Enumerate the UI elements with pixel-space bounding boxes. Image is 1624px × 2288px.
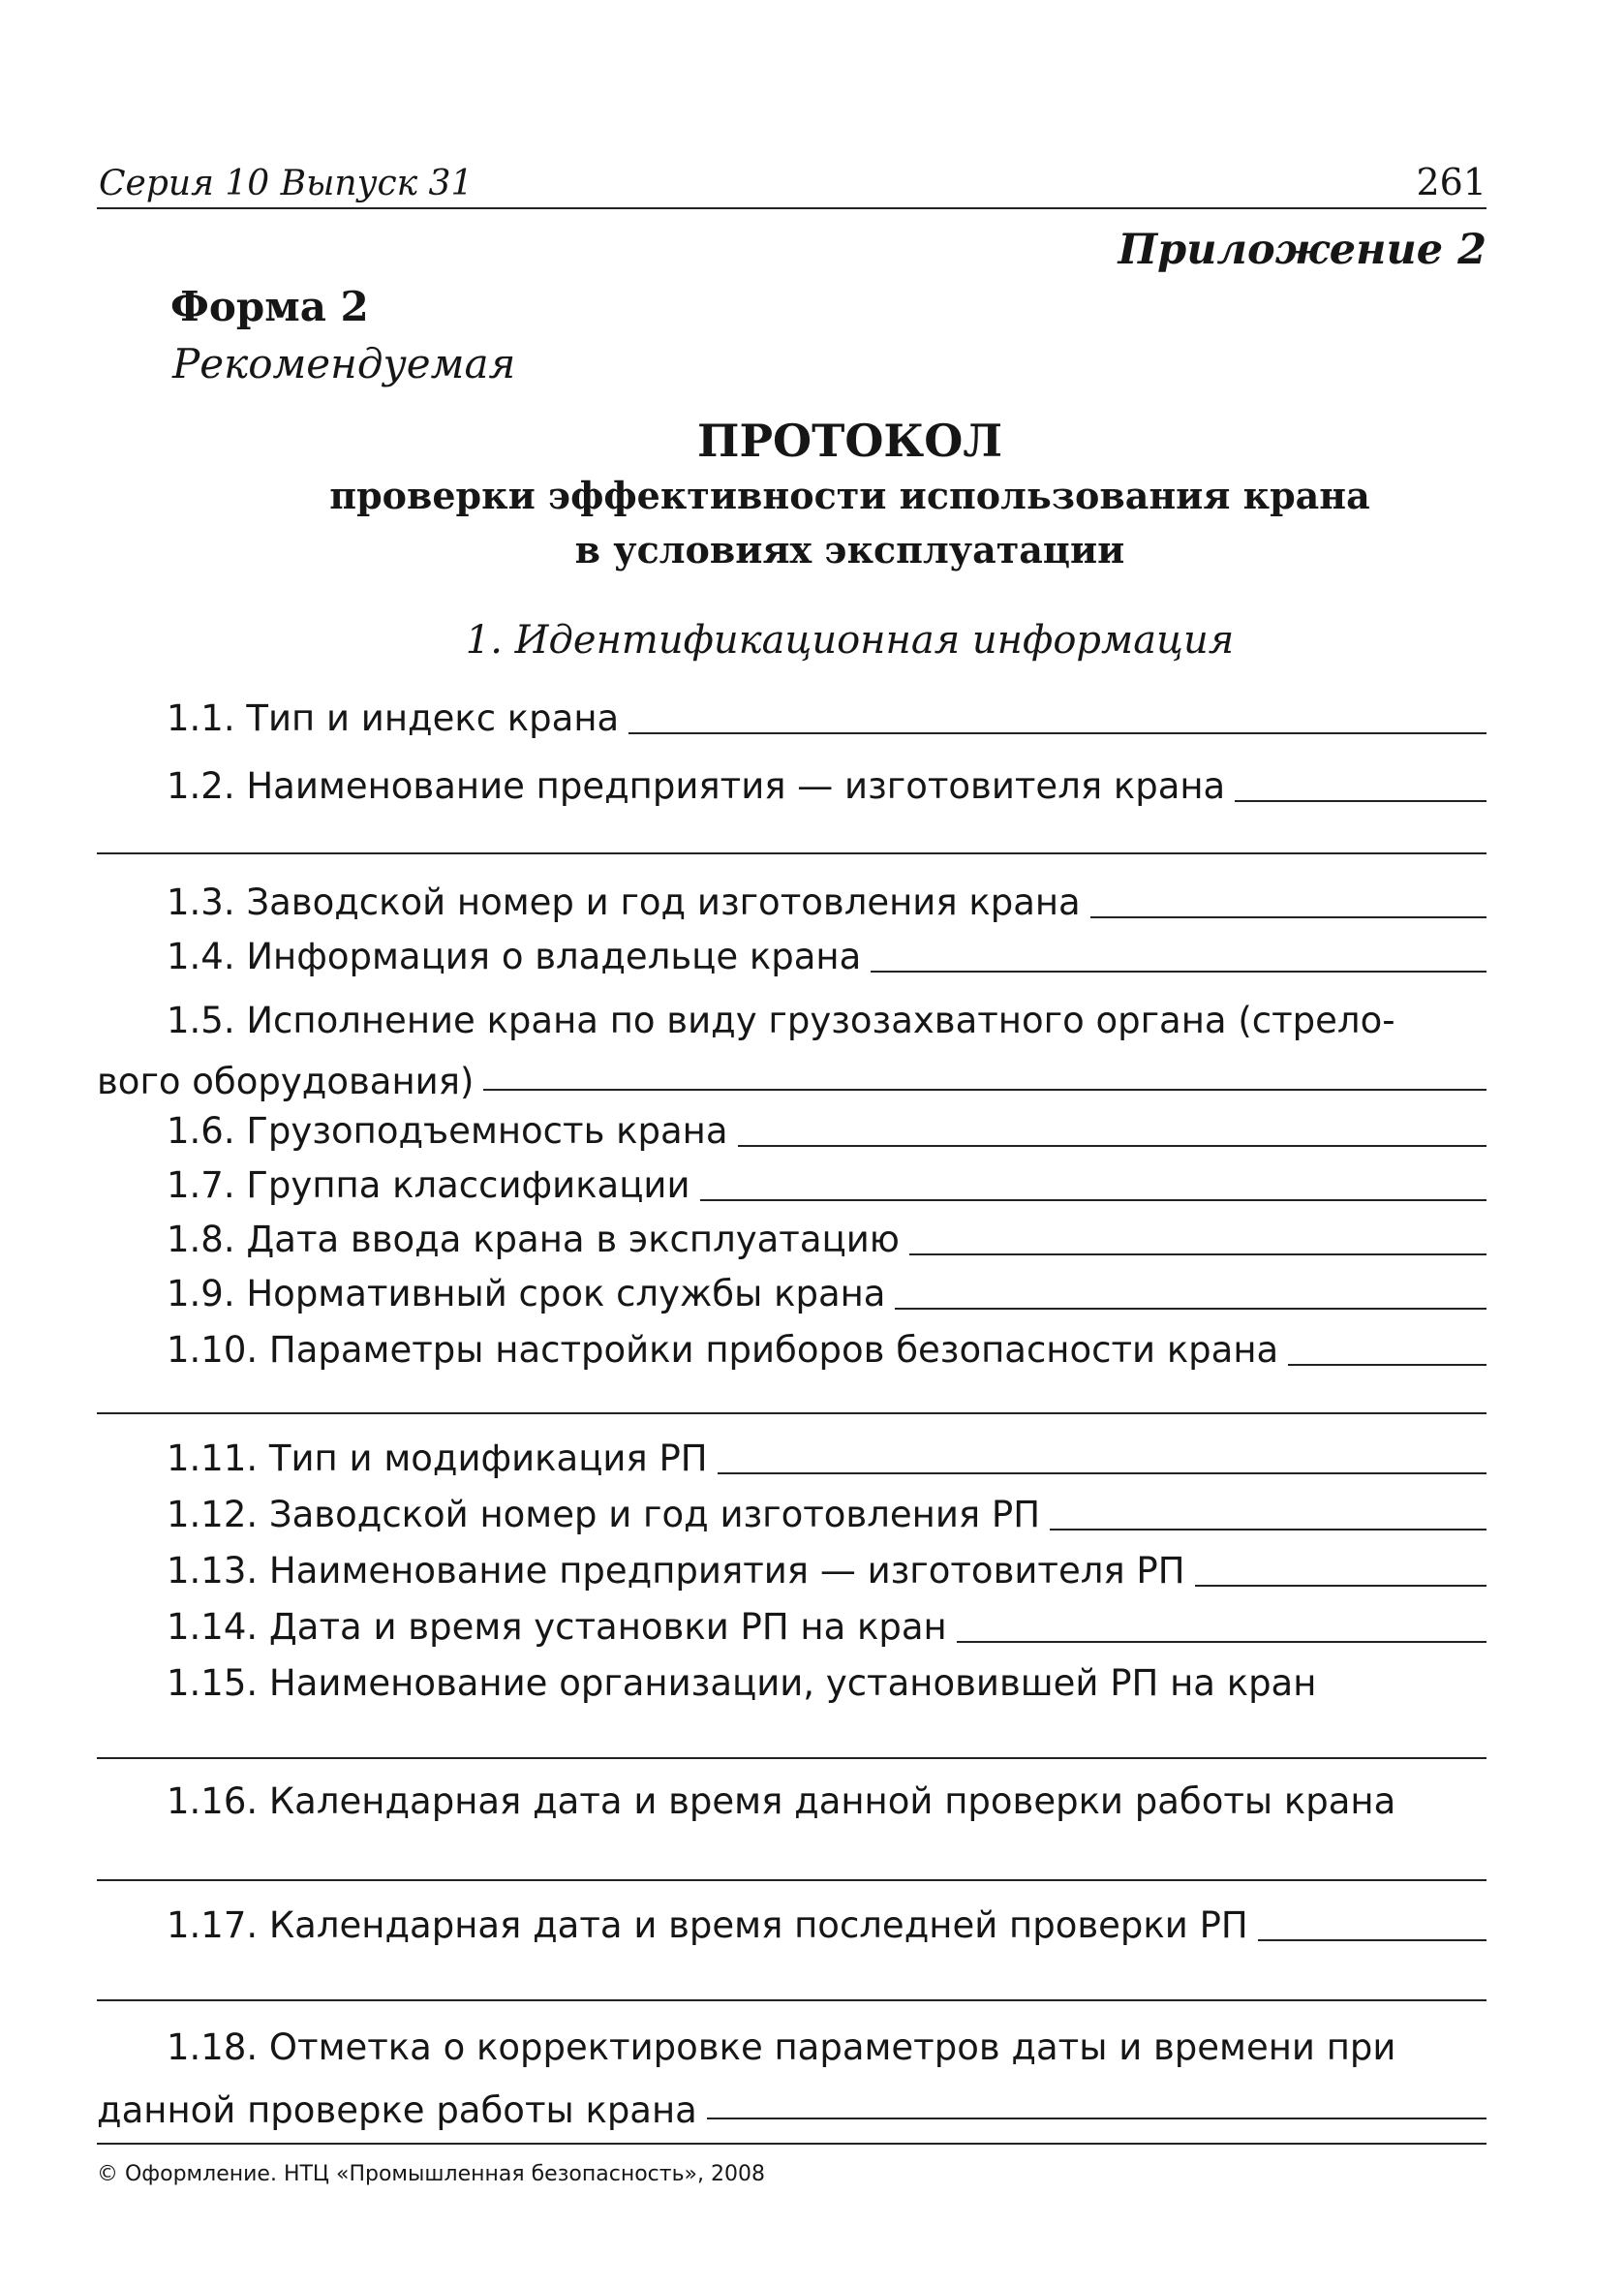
field-label: 1.4. Информация о владельце крана <box>167 936 862 977</box>
fill-line[interactable] <box>628 732 1486 734</box>
fill-line[interactable] <box>1258 1939 1486 1941</box>
blank-line[interactable] <box>97 1711 1486 1759</box>
fill-line[interactable] <box>1235 800 1486 802</box>
fill-line[interactable] <box>718 1472 1486 1474</box>
field-label: 1.11. Тип и модификация РП <box>167 1438 708 1479</box>
form-field-1-6 <box>97 1102 1486 1159</box>
blank-line[interactable] <box>97 1953 1486 2001</box>
form-field-1-17 <box>97 1893 1486 1953</box>
form-field-1-7 <box>97 1159 1486 1213</box>
field-label: 1.3. Заводской номер и год изготовления крана <box>167 881 1081 923</box>
form-field-1-9 <box>97 1267 1486 1321</box>
field-label: 1.12. Заводской номер и год изготовления РП <box>167 1494 1041 1535</box>
blank-line[interactable] <box>97 1377 1486 1414</box>
form-field-1-13 <box>97 1542 1486 1598</box>
fill-line[interactable] <box>957 1641 1486 1643</box>
field-label: 1.7. Группа классификации <box>167 1164 690 1206</box>
field-label: 1.6. Грузоподъемность крана <box>167 1110 728 1152</box>
appendix-label: Приложение 2 <box>1118 226 1486 274</box>
page-number: 261 <box>1416 161 1486 203</box>
fill-line[interactable] <box>1090 916 1486 918</box>
form-field-1-16 <box>97 1771 1486 1829</box>
fill-line[interactable] <box>1050 1529 1486 1530</box>
field-label: 1.14. Дата и время установки РП на кран <box>167 1606 947 1648</box>
field-label: 1.9. Нормативный срок службы крана <box>167 1273 886 1314</box>
form-status: Рекомендуемая <box>172 340 516 387</box>
fill-line[interactable] <box>738 1145 1486 1147</box>
document-subtitle-line1: проверки эффективности использования крана <box>329 474 1370 517</box>
form-field-1-15 <box>97 1654 1486 1711</box>
document-subtitle-line2: в условиях эксплуатации <box>574 528 1125 572</box>
form-field-1-2 <box>97 746 1486 814</box>
field-label: 1.1. Тип и индекс крана <box>167 697 620 739</box>
field-label: 1.17. Календарная дата и время последней проверки РП <box>167 1904 1248 1946</box>
document-title: ПРОТОКОЛ <box>697 415 1002 467</box>
field-label: 1.16. Календарная дата и время данной проверки работы крана <box>167 1780 1396 1822</box>
fill-line[interactable] <box>1288 1364 1486 1366</box>
field-row <box>97 1048 1486 1102</box>
fill-line[interactable] <box>871 971 1486 973</box>
blank-line[interactable] <box>97 1829 1486 1881</box>
form-field-1-18 <box>97 2013 1486 2131</box>
section-heading: 1. Идентификационная информация <box>465 618 1235 663</box>
fill-line[interactable] <box>895 1308 1486 1310</box>
form-field-1-10 <box>97 1321 1486 1377</box>
page-header <box>97 155 1486 209</box>
field-label-line2: данной проверке работы крана <box>97 2089 697 2131</box>
fill-line[interactable] <box>483 1089 1486 1091</box>
fill-line[interactable] <box>1195 1585 1486 1587</box>
fill-line[interactable] <box>707 2118 1486 2119</box>
form-name: Форма 2 <box>170 283 369 330</box>
blank-line[interactable] <box>97 814 1486 854</box>
field-label: 1.13. Наименование предприятия — изготовителя РП <box>167 1550 1185 1592</box>
form-field-1-3 <box>97 866 1486 930</box>
field-row <box>97 2075 1486 2131</box>
form-field-1-5 <box>97 984 1486 1102</box>
form-field-1-8 <box>97 1213 1486 1267</box>
document-page <box>97 155 1486 2131</box>
page-footer: © Оформление. НТЦ «Промышленная безопасность», 2008 <box>97 2143 1486 2186</box>
form-field-1-14 <box>97 1598 1486 1654</box>
field-label-line1: 1.18. Отметка о корректировке параметров даты и времени при <box>167 2026 1396 2068</box>
fill-line[interactable] <box>700 1199 1486 1201</box>
field-label: 1.8. Дата ввода крана в эксплуатацию <box>167 1219 900 1260</box>
form-field-1-11 <box>97 1426 1486 1486</box>
field-label: 1.15. Наименование организации, установившей РП на кран <box>167 1662 1317 1704</box>
field-label-line2: вого оборудования) <box>97 1061 475 1102</box>
form-field-1-12 <box>97 1486 1486 1542</box>
field-label: 1.10. Параметры настройки приборов безопасности крана <box>167 1329 1279 1371</box>
form-field-1-4 <box>97 930 1486 984</box>
field-label-line1: 1.5. Исполнение крана по виду грузозахватного органа (стрело- <box>167 1000 1395 1041</box>
field-label: 1.2. Наименование предприятия — изготовителя крана <box>167 765 1226 807</box>
series-label: Серия 10 Выпуск 31 <box>99 164 474 203</box>
form-field-1-1 <box>97 672 1486 746</box>
fill-line[interactable] <box>909 1253 1486 1255</box>
